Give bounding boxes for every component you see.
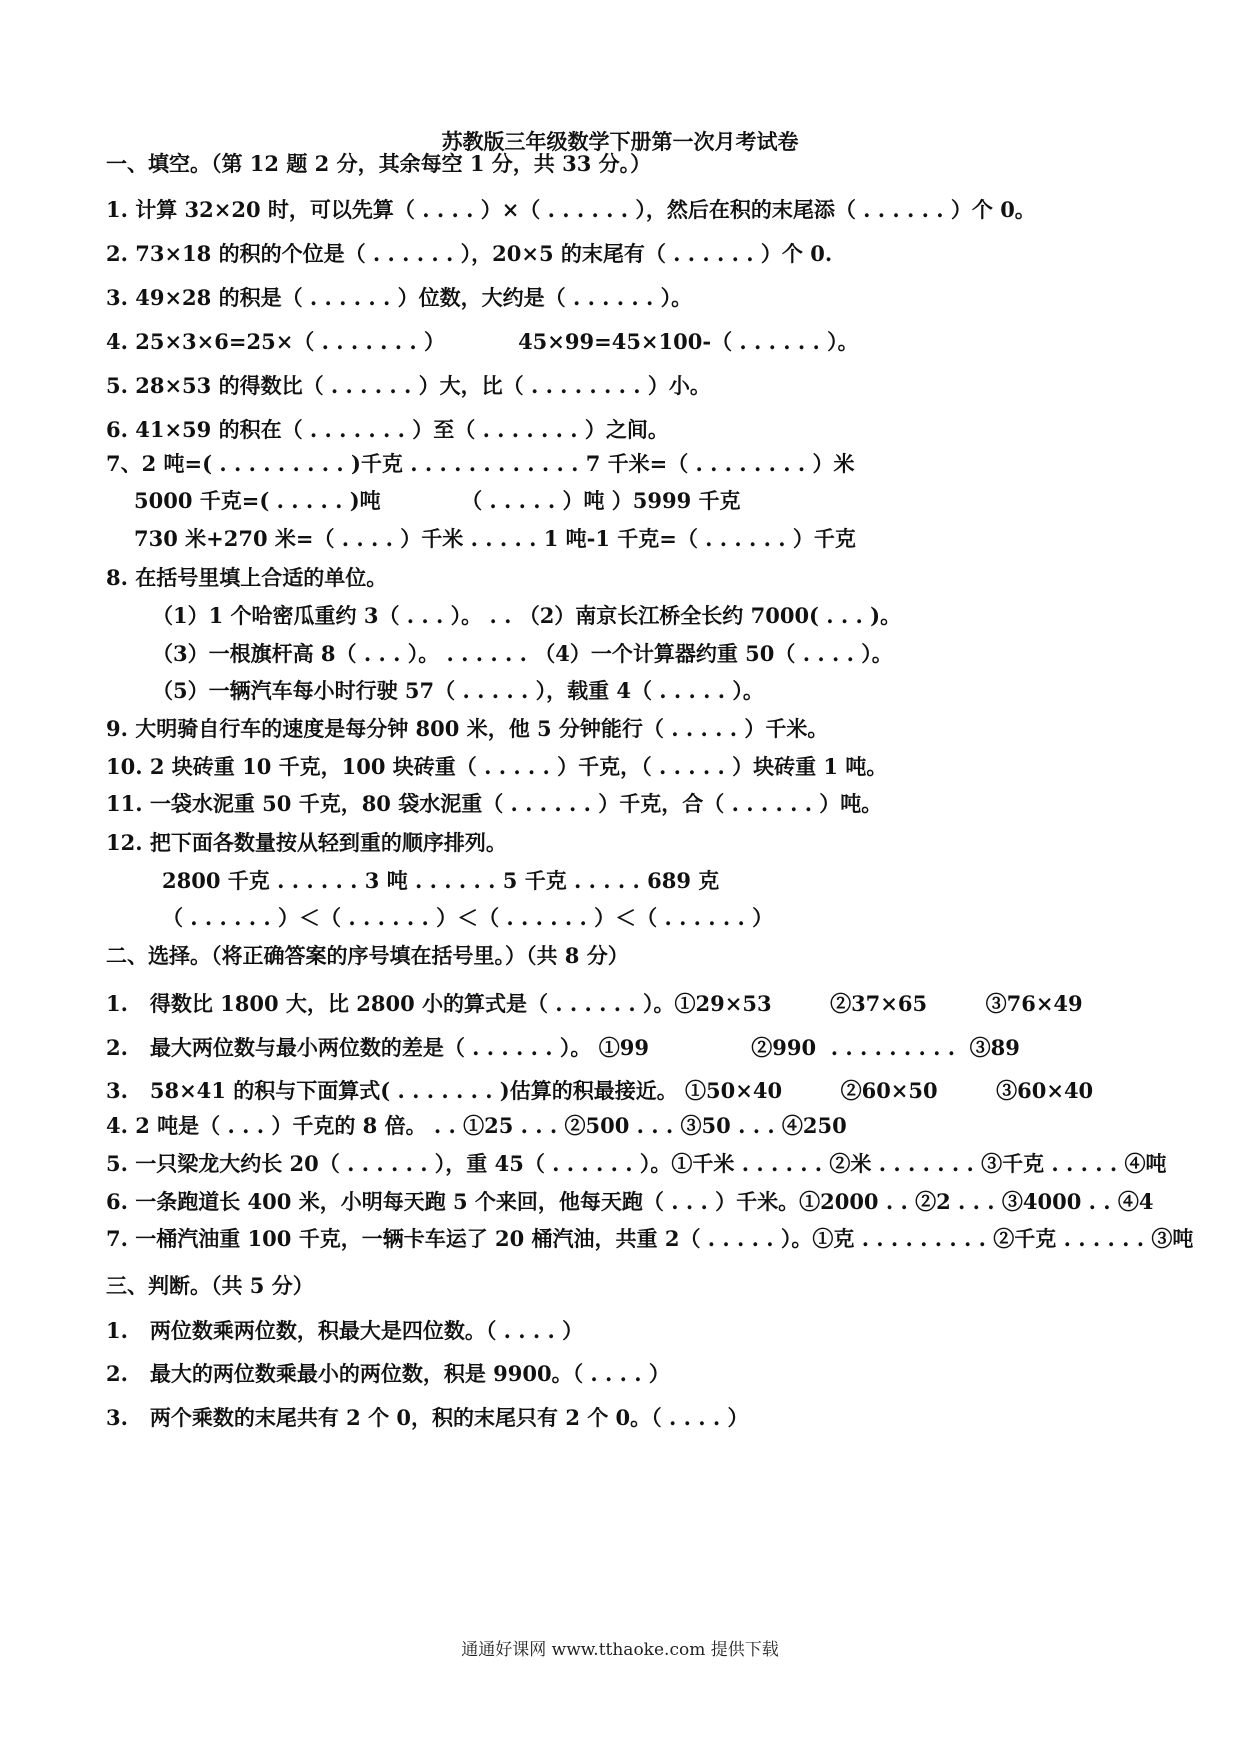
question-line: 6. 一条跑道长 400 米，小明每天跑 5 个来回，他每天跑（ . . . ）千米。①2000 . . ②2 . . . ③4000 . . ④4 — [106, 1189, 1154, 1214]
question-line: 11. 一袋水泥重 50 千克，80 袋水泥重（ . . . . . . ）千克，合（ . . . . . . ）吨。 — [106, 791, 883, 816]
question-line: 5. 一只梁龙大约长 20（ . . . . . . ），重 45（ . . . . . . ）。①千米 . . . . . . ②米 . . . . . . . ③千克 . . . . . ④吨 — [106, 1151, 1167, 1176]
question-line: 3. 两个乘数的末尾共有 2 个 0，积的末尾只有 2 个 0。（ . . . . ） — [106, 1405, 749, 1430]
question-line: 3. 58×41 的积与下面算式( . . . . . . . )估算的积最接近。 ①50×40 ②60×50 ③60×40 — [106, 1078, 1094, 1103]
page-title: 苏教版三年级数学下册第一次月考试卷 — [441, 129, 799, 154]
question-line: 730 米+270 米=（ . . . . ）千米 . . . . . 1 吨-1 千克=（ . . . . . . ）千克 — [134, 526, 856, 551]
question-line: 6. 41×59 的积在（ . . . . . . . ）至（ . . . . . . . ）之间。 — [106, 417, 669, 442]
question-line: 9. 大明骑自行车的速度是每分钟 800 米，他 5 分钟能行（ . . . . . ）千米。 — [106, 716, 829, 741]
question-line: 5. 28×53 的得数比（ . . . . . . ）大，比（ . . . . . . . . ）小。 — [106, 373, 711, 398]
question-line: 1. 得数比 1800 大，比 2800 小的算式是（ . . . . . . ）。①29×53 ②37×65 ③76×49 — [106, 991, 1083, 1016]
question-line: （3）一根旗杆高 8（ . . . ）。 . . . . . . （4）一个计算器约重 50（ . . . . ）。 — [152, 641, 893, 666]
question-line: 2. 最大的两位数乘最小的两位数，积是 9900。（ . . . . ） — [106, 1361, 670, 1386]
question-line: 12. 把下面各数量按从轻到重的顺序排列。 — [106, 830, 507, 855]
question-line: （1）1 个哈密瓜重约 3（ . . . ）。 . . （2）南京长江桥全长约 7000( . . . )。 — [152, 603, 902, 628]
question-line: 8. 在括号里填上合适的单位。 — [106, 565, 388, 590]
page-footer: 通通好课网 www.tthaoke.com 提供下载 — [461, 1640, 779, 1660]
section-2-header: 二、选择。（将正确答案的序号填在括号里。）（共 8 分） — [106, 943, 629, 968]
question-line: （ . . . . . . ）＜（ . . . . . . ）＜（ . . . . . . ）＜（ . . . . . . ） — [162, 905, 774, 930]
question-line: 3. 49×28 的积是（ . . . . . . ）位数，大约是（ . . . . . . ）。 — [106, 285, 693, 310]
section-1-header: 一、填空。（第 12 题 2 分，其余每空 1 分，共 33 分。） — [106, 151, 652, 176]
question-line: 7、2 吨=( . . . . . . . . . )千克 . . . . . . . . . . . . 7 千米=（ . . . . . . . . ）米 — [106, 451, 855, 476]
question-line: 1. 两位数乘两位数，积最大是四位数。（ . . . . ） — [106, 1318, 584, 1343]
question-line: 1. 计算 32×20 时，可以先算（ . . . . ）×（ . . . . . . ），然后在积的末尾添（ . . . . . . ）个 0。 — [106, 197, 1036, 222]
question-line: 5000 千克=( . . . . . )吨 （ . . . . . ）吨 ）5999 千克 — [134, 488, 741, 513]
question-line: 2800 千克 . . . . . . 3 吨 . . . . . . 5 千克 . . . . . 689 克 — [162, 868, 720, 893]
question-line: 10. 2 块砖重 10 千克，100 块砖重（ . . . . . ）千克，（ . . . . . ）块砖重 1 吨。 — [106, 754, 888, 779]
question-line: 2. 73×18 的积的个位是（ . . . . . . ），20×5 的末尾有（ . . . . . . ）个 0. — [106, 241, 833, 266]
question-line: 2. 最大两位数与最小两位数的差是（ . . . . . . ）。 ①99 ②990 . . . . . . . . . ③89 — [106, 1035, 1020, 1060]
question-line: 7. 一桶汽油重 100 千克，一辆卡车运了 20 桶汽油，共重 2（ . . . . . ）。①克 . . . . . . . . . ②千克 . . . . . . ③吨 — [106, 1226, 1194, 1251]
question-line: （5）一辆汽车每小时行驶 57（ . . . . . ），载重 4（ . . . . . ）。 — [152, 678, 764, 703]
section-3-header: 三、判断。（共 5 分） — [106, 1273, 314, 1298]
question-line: 4. 25×3×6=25×（ . . . . . . . ） 45×99=45×100-（ . . . . . . ）。 — [106, 329, 859, 354]
question-line: 4. 2 吨是（ . . . ）千克的 8 倍。 . . ①25 . . . ②500 . . . ③50 . . . ④250 — [106, 1113, 847, 1138]
